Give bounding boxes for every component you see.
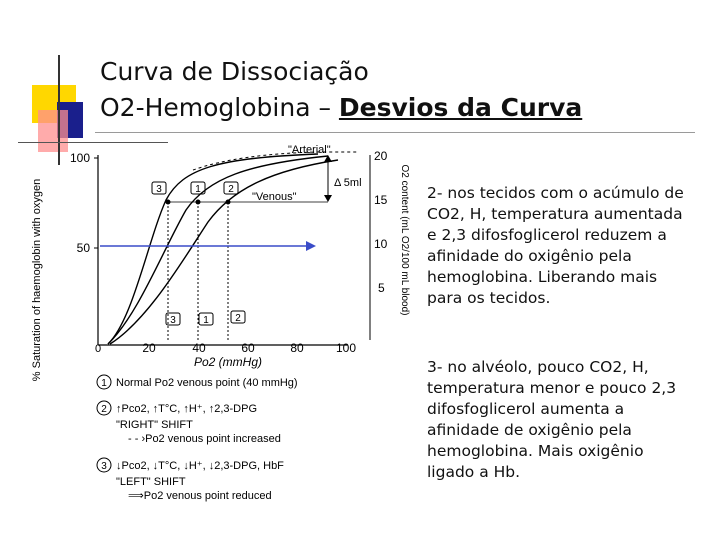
y2-tick-label-20: 20 (374, 149, 388, 163)
legend-item-2a: ↑Pco2, ↑T°C, ↑H⁺, ↑2,3-DPG (116, 403, 258, 415)
paragraph-right-shift: 2- nos tecidos com o acúmulo de CO2, H, temperatura aumentada e 2,3 difosfoglicerol reduzem a afinidade do oxigênio pela hemoglobina. Liberando mais para os tecidos. (427, 184, 684, 307)
x-tick-label-100: 100 (335, 341, 357, 355)
title-divider (95, 132, 695, 133)
legend-item-2b: "RIGHT" SHIFT (116, 419, 193, 431)
label-delta: Δ 5ml (334, 177, 362, 189)
legend-item-2c: - - ›Po2 venous point increased (128, 433, 281, 445)
legend-marker-3-label: 3 (101, 461, 107, 472)
legend-item-3a: ↓Pco2, ↓T°C, ↓H⁺, ↓2,3-DPG, HbF (116, 460, 284, 472)
y-tick-label-50: 50 (76, 241, 90, 255)
x-tick-label-60: 60 (241, 341, 255, 355)
title-line-2-prefix: O2-Hemoglobina – (100, 93, 339, 122)
x-tick-label-80: 80 (290, 341, 304, 355)
marker-3-top-label: 3 (156, 184, 162, 195)
label-venous: "Venous" (252, 191, 297, 203)
y2-tick-label-5: 5 (378, 281, 385, 295)
legend-marker-1-label: 1 (101, 378, 107, 389)
paragraph-left-shift: 3- no alvéolo, pouco CO2, H, temperatura menor e pouco 2,3 difosfoglicerol aumenta a afinidade de oxigênio pela hemoglobina. Mais oxigênio ligado a Hb. (427, 358, 677, 481)
y2-tick-label-15: 15 (374, 193, 388, 207)
y2-axis-label: O2 content (mL O2/100 mL blood) (399, 164, 410, 316)
legend-item-3c: ⟹Po2 venous point reduced (128, 490, 272, 502)
legend-item-1: Normal Po2 venous point (40 mmHg) (116, 377, 298, 389)
label-arterial: "Arterial" (288, 144, 331, 156)
legend-item-3b: "LEFT" SHIFT (116, 476, 186, 488)
title-line-1: Curva de Dissociação (100, 57, 369, 86)
x-tick-label-20: 20 (142, 341, 156, 355)
x-axis-label: Po2 (mmHg) (193, 355, 263, 369)
y-tick-label-100: 100 (69, 151, 90, 165)
blue-arrowhead (306, 241, 316, 251)
marker-3-bottom-label: 3 (170, 315, 176, 326)
title-line-2 (100, 90, 700, 126)
x-tick-label-40: 40 (192, 341, 206, 355)
y-tick-label-0: 0 (94, 343, 102, 355)
marker-2-bottom-label: 2 (235, 313, 241, 324)
y-axis-label: % Saturation of haemoglobin with oxygen (31, 178, 43, 382)
y2-tick-label-10: 10 (374, 237, 388, 251)
dissociation-curve-figure (18, 140, 418, 505)
delta-arrowhead-down (324, 195, 332, 202)
marker-1-bottom-label: 1 (203, 315, 209, 326)
slide-title (100, 54, 700, 126)
marker-2-top-label: 2 (228, 184, 234, 195)
title-emphasis: Desvios da Curva (338, 93, 583, 122)
legend-marker-2-label: 2 (101, 404, 107, 415)
marker-1-top-label: 1 (195, 184, 201, 195)
